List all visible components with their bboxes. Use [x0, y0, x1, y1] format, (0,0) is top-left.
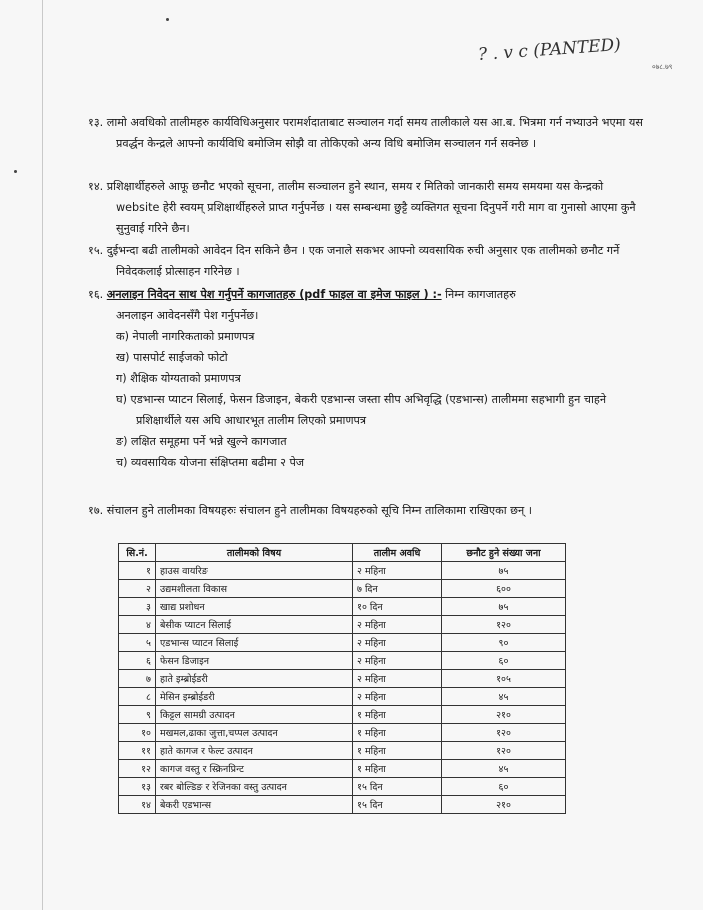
cell-count: १२०	[442, 724, 566, 742]
table-row	[119, 562, 566, 580]
cell-subject: फेसन डिजाइन	[156, 652, 353, 670]
cell-count: ४५	[442, 760, 566, 778]
table-row	[119, 616, 566, 634]
cell-sn: २	[119, 580, 156, 598]
cell-subject: हाते कागज र फेल्ट उत्पादन	[156, 742, 353, 760]
cell-count: १०५	[442, 670, 566, 688]
cell-sn: ९	[119, 706, 156, 724]
cell-count: ९०	[442, 634, 566, 652]
cell-sn: ६	[119, 652, 156, 670]
list-item: ङ) लक्षित समूहमा पर्ने भन्ने खुल्ने कागजात	[116, 435, 287, 448]
cell-subject: बेकरी एडभान्स	[156, 796, 353, 814]
table-header-row	[119, 544, 566, 562]
cell-duration: १५ दिन	[353, 778, 442, 796]
cell-sn: १४	[119, 796, 156, 814]
cell-duration: १ महिना	[353, 760, 442, 778]
list-item: ख) पासपोर्ट साईजको फोटो	[116, 351, 228, 364]
list-item: ग) शैक्षिक योग्यताको प्रमाणपत्र	[116, 372, 241, 385]
cell-count: २१०	[442, 706, 566, 724]
table-row	[119, 688, 566, 706]
cell-sn: ११	[119, 742, 156, 760]
table-row	[119, 670, 566, 688]
cell-count: ६०	[442, 652, 566, 670]
p16-line2: अनलाइन आवेदनसँगै पेश गर्नुपर्नेछ।	[116, 309, 259, 322]
p16-heading: अनलाइन निवेदन साथ पेश गर्नुपर्ने कागजातहरु (pdf फाइल वा इमेज फाइल ) :-	[106, 288, 442, 301]
table-row	[119, 580, 566, 598]
table-row	[119, 706, 566, 724]
speck	[166, 18, 169, 21]
cell-subject: कागज वस्तु र स्क्रिनप्रिन्ट	[156, 760, 353, 778]
table-row	[119, 778, 566, 796]
paragraph-17: १७. संचालन हुने तालीमका विषयहरुः संचालन हुने तालीमका विषयहरुको सूचि निम्न तालिकामा राखिएका छन् ।	[88, 504, 533, 517]
cell-duration: २ महिना	[353, 562, 442, 580]
cell-count: ७५	[442, 598, 566, 616]
cell-subject: एडभान्स प्याटन सिलाई	[156, 634, 353, 652]
col-header-sn: सि.नं.	[119, 544, 156, 562]
col-header-subject: तालीमको विषय	[156, 544, 353, 562]
list-item: घ) एडभान्स प्याटन सिलाई, फेसन डिजाइन, बेकरी एडभान्स जस्ता सीप अभिवृद्धि (एडभान्स) तालीममा सहभागी हुन चाहने प्रशिक्षार्थीले यस अघि आधारभूत तालीम लिएको प्रमाणपत्र	[116, 393, 607, 427]
cell-count: ६०	[442, 778, 566, 796]
cell-subject: मखमल,ढाका जुत्ता,चप्पल उत्पादन	[156, 724, 353, 742]
page-edge	[42, 0, 43, 910]
cell-subject: मेसिन इम्ब्रोईडरी	[156, 688, 353, 706]
cell-count: २१०	[442, 796, 566, 814]
col-header-count: छनौट हुने संख्या जना	[442, 544, 566, 562]
table-row	[119, 796, 566, 814]
cell-duration: १५ दिन	[353, 796, 442, 814]
p16-number: १६.	[88, 288, 104, 301]
col-header-duration: तालीम अवधि	[353, 544, 442, 562]
cell-count: ४५	[442, 688, 566, 706]
cell-duration: २ महिना	[353, 688, 442, 706]
cell-sn: १२	[119, 760, 156, 778]
p16-tail: निम्न कागजातहरु	[445, 288, 516, 301]
table-row	[119, 742, 566, 760]
cell-subject: बेसीक प्याटन सिलाई	[156, 616, 353, 634]
cell-sn: ४	[119, 616, 156, 634]
cell-duration: १ महिना	[353, 706, 442, 724]
list-item: च) व्यवसायिक योजना संक्षिप्तमा बढीमा २ पेज	[116, 456, 305, 469]
cell-sn: ७	[119, 670, 156, 688]
cell-subject: खाद्य प्रशोधन	[156, 598, 353, 616]
training-table	[118, 543, 566, 814]
cell-count: १२०	[442, 616, 566, 634]
paragraph-16	[88, 284, 648, 473]
cell-sn: ८	[119, 688, 156, 706]
table-row	[119, 598, 566, 616]
table-row	[119, 760, 566, 778]
table-row	[119, 724, 566, 742]
list-item: क) नेपाली नागरिकताको प्रमाणपत्र	[116, 330, 255, 343]
table-row	[119, 652, 566, 670]
cell-count: ६००	[442, 580, 566, 598]
speck	[14, 170, 17, 173]
cell-count: ७५	[442, 562, 566, 580]
cell-duration: २ महिना	[353, 616, 442, 634]
cell-duration: १ महिना	[353, 724, 442, 742]
cell-subject: रबर बोल्डिङ र रेजिनका वस्तु उत्पादन	[156, 778, 353, 796]
cell-count: १२०	[442, 742, 566, 760]
cell-sn: १०	[119, 724, 156, 742]
handwritten-note: ? . v c (PANTED)	[477, 35, 622, 65]
cell-sn: १	[119, 562, 156, 580]
cell-sn: ५	[119, 634, 156, 652]
cell-sn: १३	[119, 778, 156, 796]
cell-subject: हाते इम्ब्रोईडरी	[156, 670, 353, 688]
paragraph-14: १४. प्रशिक्षार्थीहरुले आफू छनौट भएको सूचना, तालीम सञ्चालन हुने स्थान, समय र मितिको जानकारी समय समयमा यस केन्द्रको website हेरी स्वयम् प्रशिक्षार्थीहरुले प्राप्त गर्नुपर्नेछ । यस सम्बन्धमा छुट्टै व्यक्तिगत सूचना दिनुपर्ने गरी माग वा गुनासो आएमा कुनै सुनुवाई गरिने छैन।	[88, 180, 636, 235]
handwritten-date: ०७८.७९	[652, 63, 673, 71]
cell-duration: १० दिन	[353, 598, 442, 616]
cell-duration: २ महिना	[353, 670, 442, 688]
cell-duration: २ महिना	[353, 652, 442, 670]
cell-subject: उद्यमशीलता विकास	[156, 580, 353, 598]
paragraph-15: १५. दुईभन्दा बढी तालीमको आवेदन दिन सकिने छैन । एक जनाले सकभर आफ्नो व्यवसायिक रुची अनुसार एक तालीमको छनौट गर्ने निवेदकलाई प्रोत्साहन गरिनेछ ।	[88, 244, 620, 278]
cell-sn: ३	[119, 598, 156, 616]
table-row	[119, 634, 566, 652]
cell-subject: हाउस वायरिङ	[156, 562, 353, 580]
cell-duration: १ महिना	[353, 742, 442, 760]
cell-subject: किट्टल सामग्री उत्पादन	[156, 706, 353, 724]
cell-duration: २ महिना	[353, 634, 442, 652]
paragraph-13: १३. लामो अवधिको तालीमहरु कार्यविधिअनुसार परामर्शदाताबाट सञ्चालन गर्दा समय तालीकाले यस आ.ब. भित्रमा गर्न नभ्याउने भएमा यस प्रवर्द्धन केन्द्रले आफ्नो कार्यविधि बमोजिम सोझै वा तोकिएको अन्य विधि बमोजिम सञ्चालन गर्न सक्नेछ ।	[88, 116, 643, 150]
cell-duration: ७ दिन	[353, 580, 442, 598]
